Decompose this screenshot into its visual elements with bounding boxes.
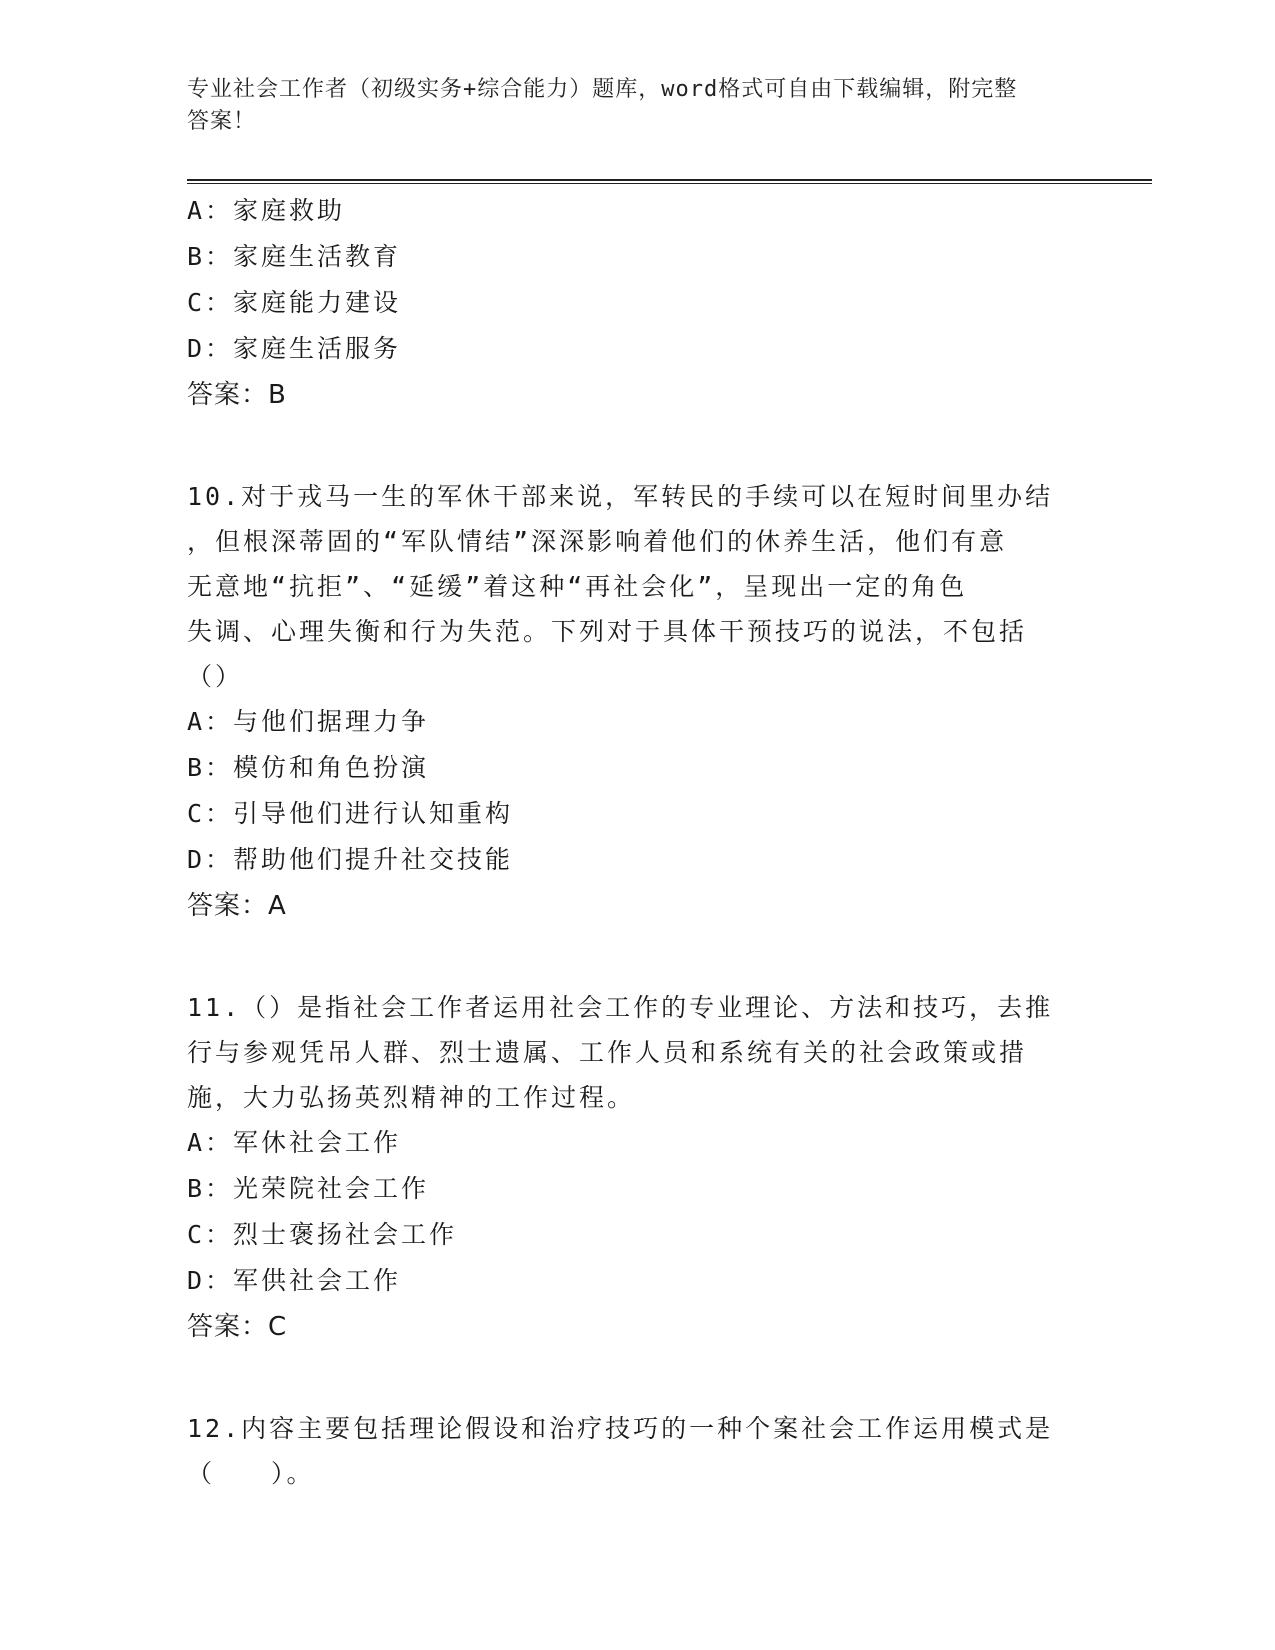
question-stem-line: 失调、心理失衡和行为失范。下列对于具体干预技巧的说法，不包括 [187,617,1028,646]
answer-line: 答案：A [187,891,287,921]
question-9 [187,188,1087,418]
question-stem-line: 10.对于戎马一生的军休干部来说，军转民的手续可以在短时间里办结 [187,482,1054,511]
question-stem-line: 无意地“抗拒”、“延缓”着这种“再社会化”，呈现出一定的角色 [187,572,968,601]
question-stem-line: 11.（）是指社会工作者运用社会工作的专业理论、方法和技巧，去推 [187,993,1054,1022]
option-c: C：烈士褒扬社会工作 [187,1220,458,1249]
answer-line: 答案：B [187,380,287,410]
header-title-line-1: 专业社会工作者（初级实务+综合能力）题库，word格式可自由下载编辑，附完整 [187,77,1018,102]
option-b: B：模仿和角色扮演 [187,753,430,782]
page-header [187,74,1087,138]
question-stem-line: ，但根深蒂固的“军队情结”深深影响着他们的休养生活，他们有意 [187,527,1008,556]
spacer [187,929,1087,985]
option-c: C：家庭能力建设 [187,288,402,317]
question-stem-line: （ ）。 [187,1459,315,1488]
answer-line: 答案：C [187,1312,288,1342]
question-stem-line: （） [187,662,244,691]
spacer [187,1350,1087,1406]
question-stem-line: 12.内容主要包括理论假设和治疗技巧的一种个案社会工作运用模式是 [187,1414,1054,1443]
question-10 [187,474,1087,929]
option-b: B：家庭生活教育 [187,242,402,271]
question-11 [187,985,1087,1350]
option-c: C：引导他们进行认知重构 [187,799,514,828]
question-stem-line: 行与参观凭吊人群、烈士遗属、工作人员和系统有关的社会政策或措 [187,1038,1028,1067]
question-stem-line: 施，大力弘扬英烈精神的工作过程。 [187,1083,636,1112]
header-divider-thick [187,179,1152,181]
header-divider-thin [187,183,1152,184]
option-d: D：帮助他们提升社交技能 [187,845,514,874]
header-title-line-2: 答案！ [187,109,257,134]
spacer [187,418,1087,474]
question-list [187,188,1087,1496]
question-12 [187,1406,1087,1496]
option-b: B：光荣院社会工作 [187,1174,430,1203]
option-a: A：军休社会工作 [187,1128,402,1157]
option-d: D：家庭生活服务 [187,334,402,363]
option-a: A：家庭救助 [187,196,346,225]
option-d: D：军供社会工作 [187,1266,402,1295]
option-a: A：与他们据理力争 [187,707,430,736]
